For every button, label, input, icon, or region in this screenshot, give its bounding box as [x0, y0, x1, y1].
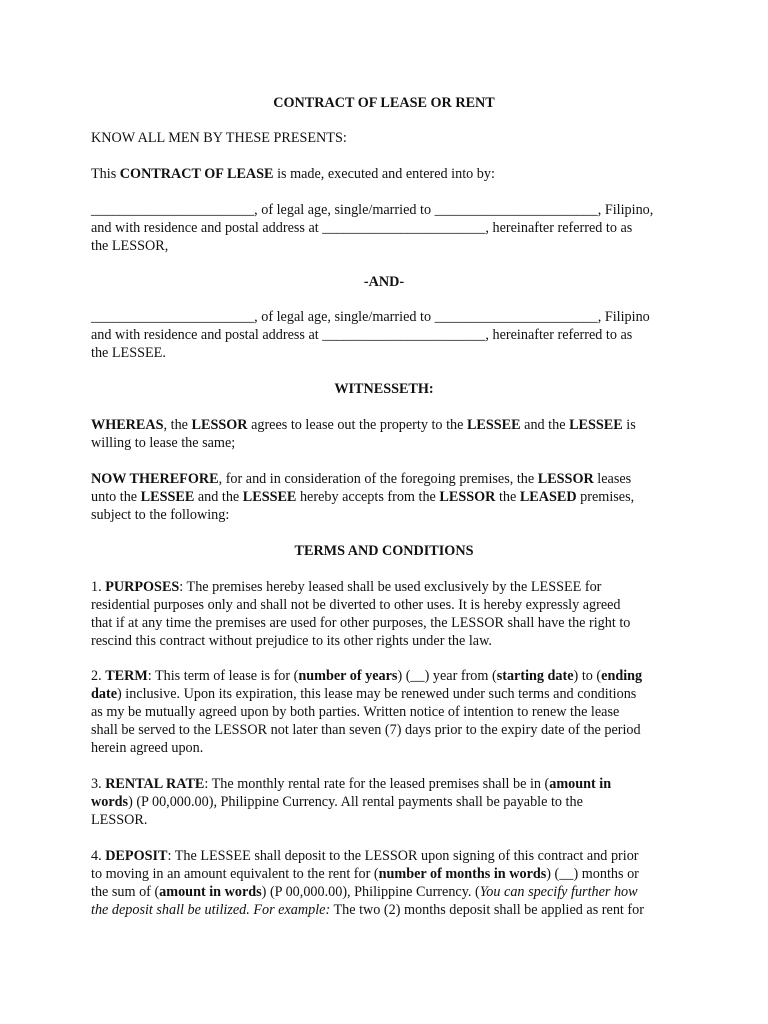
purposes-line-3: that if at any time the premises are used for other purposes, the LESSOR shall have the right to: [91, 615, 631, 631]
term-line-4: shall be served to the LESSOR not later than seven (7) days prior to the expiry date of the period: [91, 722, 641, 738]
now-therefore-line-3: subject to the following:: [91, 507, 230, 523]
deposit-line-3: the sum of (amount in words) (P 00,000.00), Philippine Currency. (You can specify further how: [91, 884, 638, 900]
term-line-5: herein agreed upon.: [91, 740, 204, 756]
and-separator: -AND-: [363, 274, 405, 290]
made-by-line: This CONTRACT OF LEASE is made, executed and entered into by:: [91, 166, 495, 182]
purposes-line-4: rescind this contract without prejudice to its other rights under the law.: [91, 633, 492, 649]
document-title: CONTRACT OF LEASE OR RENT: [273, 95, 495, 111]
lessee-line-2: and with residence and postal address at _______________________, hereinafter referred to as: [91, 327, 633, 343]
term-line-3: as my be mutually agreed upon by both parties. Written notice of intention to renew the lease: [91, 704, 620, 720]
lessor-line-2: and with residence and postal address at _______________________, hereinafter referred to as: [91, 220, 633, 236]
witnesseth-heading: WITNESSETH:: [334, 381, 434, 397]
now-therefore-line-2: unto the LESSEE and the LESSEE hereby accepts from the LESSOR the LEASED premises,: [91, 489, 635, 505]
rental-rate-line-3: LESSOR.: [91, 812, 148, 828]
purposes-line-1: 1. PURPOSES: The premises hereby leased shall be used exclusively by the LESSEE for: [91, 579, 602, 595]
deposit-line-4: the deposit shall be utilized. For example: The two (2) months deposit shall be applied as rent for: [91, 902, 644, 918]
intro-line: KNOW ALL MEN BY THESE PRESENTS:: [91, 130, 347, 146]
term-line-1: 2. TERM: This term of lease is for (number of years) (__) year from (starting date) to (ending: [91, 668, 643, 684]
rental-rate-line-2: words) (P 00,000.00), Philippine Currency. All rental payments shall be payable to the: [91, 794, 583, 810]
whereas-line-2: willing to lease the same;: [91, 435, 236, 451]
deposit-line-1: 4. DEPOSIT: The LESSEE shall deposit to the LESSOR upon signing of this contract and prior: [91, 848, 639, 864]
term-line-2: date) inclusive. Upon its expiration, this lease may be renewed under such terms and conditions: [91, 686, 637, 702]
lessee-line-3: the LESSEE.: [91, 345, 166, 361]
deposit-line-2: to moving in an amount equivalent to the rent for (number of months in words) (__) months or: [91, 866, 639, 882]
purposes-line-2: residential purposes only and shall not be diverted to other uses. It is hereby expressly agreed: [91, 597, 621, 613]
lessor-line-3: the LESSOR,: [91, 238, 169, 254]
whereas-line-1: WHEREAS, the LESSOR agrees to lease out the property to the LESSEE and the LESSEE is: [91, 417, 636, 433]
rental-rate-line-1: 3. RENTAL RATE: The monthly rental rate for the leased premises shall be in (amount in: [91, 776, 612, 792]
terms-heading: TERMS AND CONDITIONS: [294, 543, 474, 559]
lessor-line-1: _______________________, of legal age, single/married to _______________________, Filipino,: [91, 202, 654, 218]
lessee-line-1: _______________________, of legal age, single/married to _______________________, Filipino: [91, 309, 650, 325]
now-therefore-line-1: NOW THEREFORE, for and in consideration of the foregoing premises, the LESSOR leases: [91, 471, 632, 487]
